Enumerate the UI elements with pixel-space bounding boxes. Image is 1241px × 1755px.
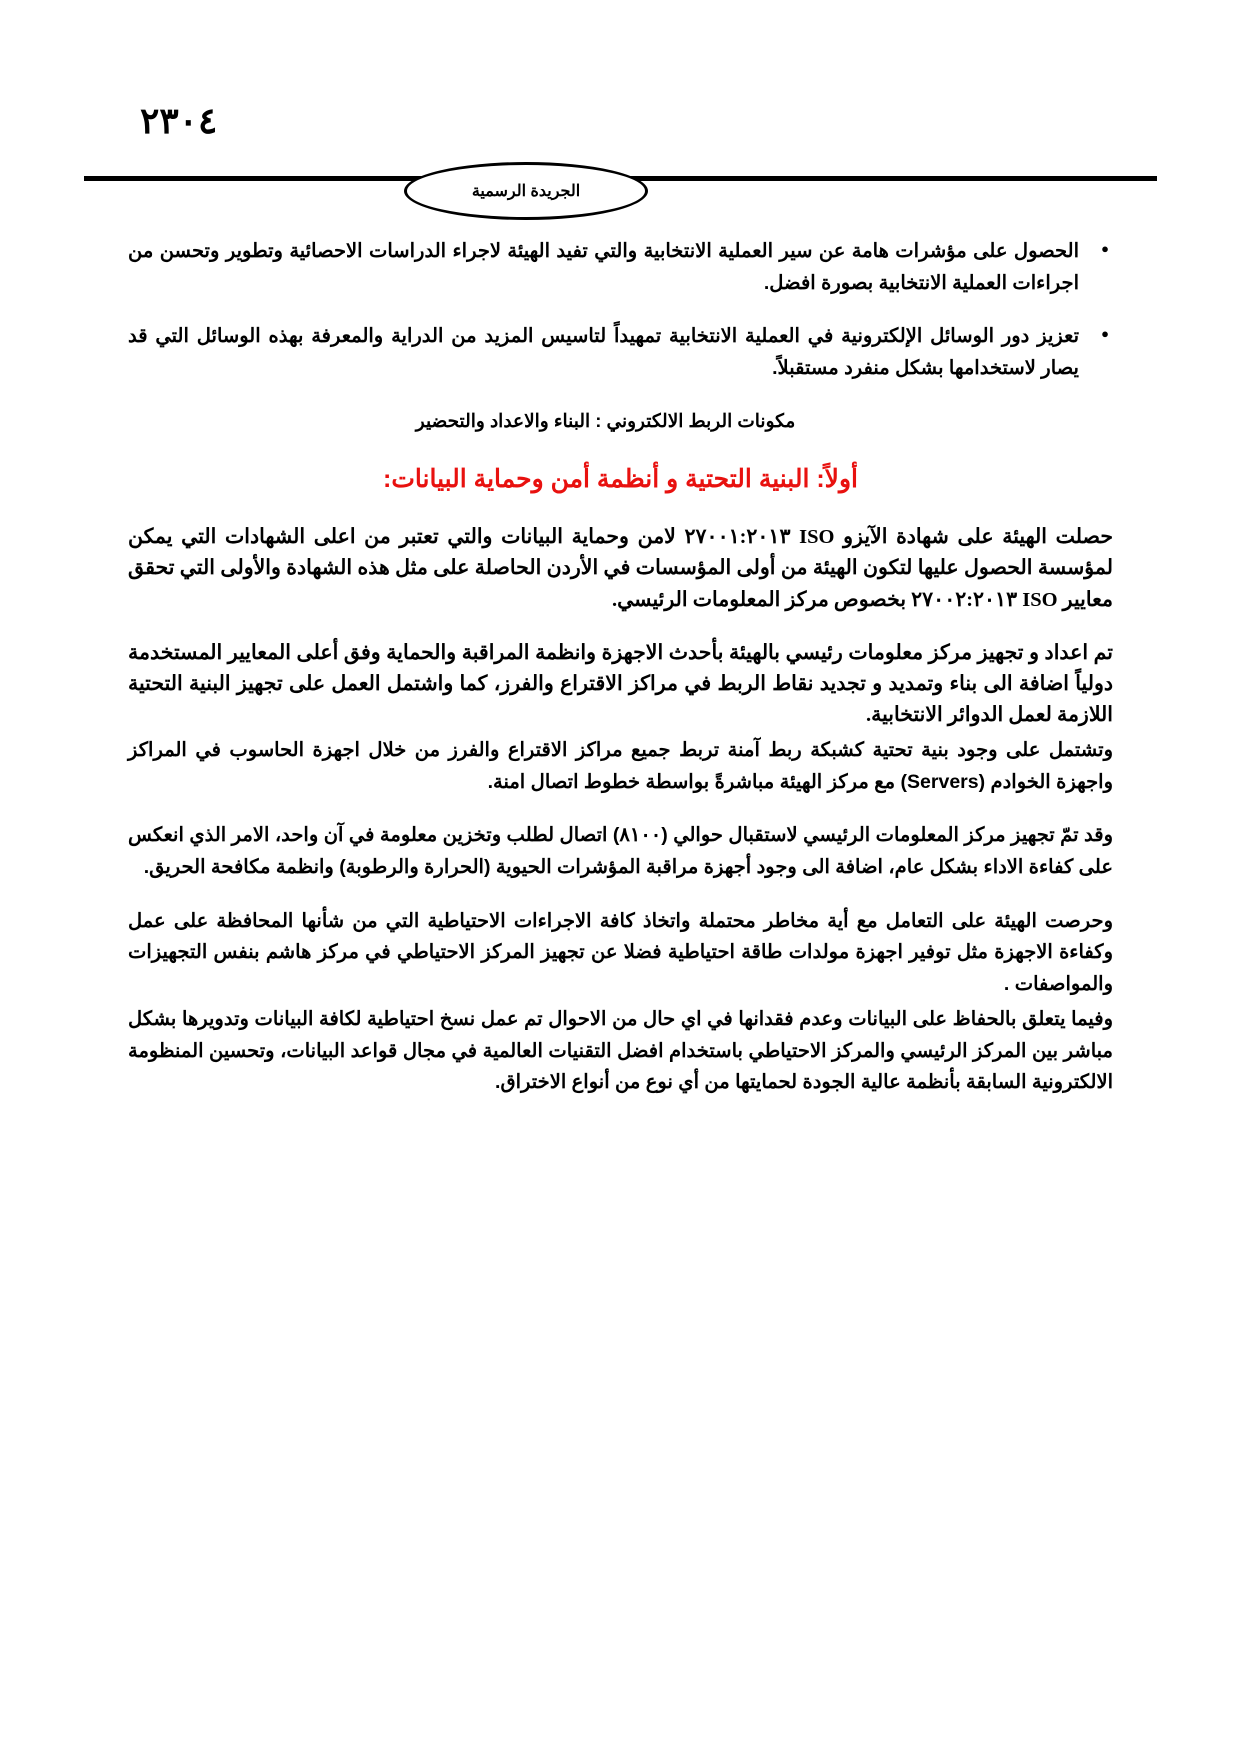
official-gazette-label: الجريدة الرسمية	[471, 183, 581, 200]
paragraph-5: وحرصت الهيئة على التعامل مع أية مخاطر محتملة واتخاذ كافة الاجراءات الاحتياطية التي من شأنها المحافظة على عمل وكفاءة الاجهزة مثل توفير اجهزة مولدات طاقة احتياطية فضلا عن تجهيز المركز الاحتياطي في مركز هاشم بنفس التجهيزات والمواصفات .	[128, 909, 1113, 995]
paragraph-6: وفيما يتعلق بالحفاظ على البيانات وعدم فقدانها في اي حال من الاحوال تم عمل نسخ احتياطية لكافة البيانات وتدويرها بشكل مباشر بين المركز الرئيسي والمركز الاحتياطي باستخدام افضل التقنيات العالمية في مجال قواعد البيانات، وتحسين المنظومة الالكترونية السابقة بأنظمة عالية الجودة لحمايتها من أي نوع من أنواع الاختراق.	[128, 1008, 1113, 1094]
list-item: ● تعزيز دور الوسائل الإلكترونية في العملية الانتخابية تمهيداً لتاسيس المزيد من الدراية والمعرفة بهذه الوسائل التي قد يصار لاستخدامها بشكل منفرد مستقبلاً.	[128, 321, 1113, 384]
section-title: أولاً: البنية التحتية و أنظمة أمن وحماية البيانات:	[383, 465, 858, 494]
document-body	[128, 236, 1113, 1121]
page-number: ٢٣٠٤	[140, 101, 218, 141]
paragraph-4: وقد تمّ تجهيز مركز المعلومات الرئيسي لاستقبال حوالي (٨١٠٠) اتصال لطلب وتخزين معلومة في آن واحد، الامر الذي انعكس على كفاءة الاداء بشكل عام، اضافة الى وجود أجهزة مراقبة المؤشرات الحيوية (الحرارة والرطوبة) وانظمة مكافحة الحريق.	[128, 824, 1113, 878]
paragraph-1: حصلت الهيئة على شهادة الآيزو ISO ٢٧٠٠١:٢٠١٣ لامن وحماية البيانات والتي تعتبر من اعلى الشهادات التي يمكن لمؤسسة الحصول عليها لتكون الهيئة من أولى المؤسسات في الأردن الحاصلة على مثل هذه الشهادة والأولى التي تحقق معايير ISO ٢٧٠٠٢:٢٠١٣ بخصوص مركز المعلومات الرئيسي.	[128, 526, 1113, 611]
subcaption: مكونات الربط الالكتروني : البناء والاعداد والتحضير	[415, 410, 796, 432]
paragraph-3: وتشتمل على وجود بنية تحتية كشبكة ربط آمنة تربط جميع مراكز الاقتراع والفرز من خلال اجهزة الحاسوب في المراكز واجهزة الخوادم (Servers) مع مركز الهيئة مباشرةً بواسطة خطوط اتصال امنة.	[128, 739, 1114, 793]
official-gazette-badge	[404, 162, 648, 220]
paragraph-2: تم اعداد و تجهيز مركز معلومات رئيسي بالهيئة بأحدث الاجهزة وانظمة المراقبة والحماية وفق أعلى المعايير المستخدمة دولياً اضافة الى بناء وتمديد و تجديد نقاط الربط في مراكز الاقتراع والفرز، كما واشتمل العمل على تجهيز البنية التحتية اللازمة لعمل الدوائر الانتخابية.	[128, 641, 1113, 727]
bullet-list	[128, 236, 1113, 384]
list-item: ● الحصول على مؤشرات هامة عن سير العملية الانتخابية والتي تفيد الهيئة لاجراء الدراسات الاحصائية وتطوير وتحسن من اجراءات العملية الانتخابية بصورة افضل.	[128, 236, 1113, 299]
